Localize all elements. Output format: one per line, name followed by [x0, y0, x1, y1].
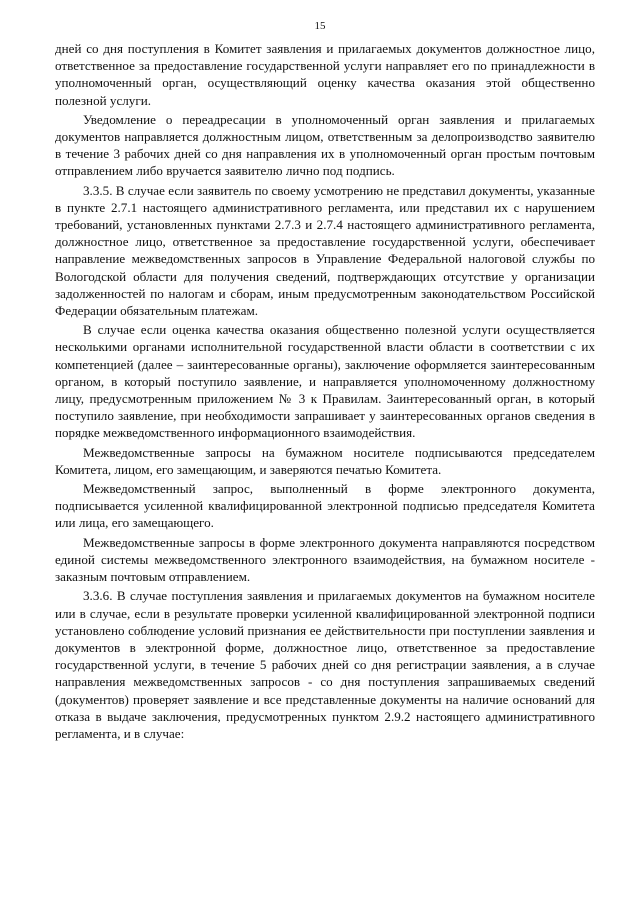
paragraph-redirect-notice: Уведомление о переадресации в уполномоченный орган заявления и прилагаемых документов направляется должностным лицом, ответственным за делопроизводство заявителю в течение 3 рабочих дней со дня направления их в уполномоченный орган простым почтовым отправлением либо вручается заявителю лично под подпись. — [55, 111, 595, 179]
document-body — [55, 40, 595, 744]
paragraph-interested-bodies: В случае если оценка качества оказания общественно полезной услуги осуществляется несколькими органами исполнительной государственной власти области в соответствии с их компетенцией (далее – заинтересованные органы), заключение оформляется заинтересованным органом, в который поступило заявление, и направляется уполномоченному должностному лицу, предусмотренным приложением № 3 к Правилам. Заинтересованный орган, в который поступило заявление, при необходимости запрашивает у заинтересованных органов сведения в порядке межведомственного информационного взаимодействия. — [55, 322, 595, 441]
paragraph-electronic-requests-delivery: Межведомственные запросы в форме электронного документа направляются посредством единой системы межведомственного электронного взаимодействия, на бумажном носителе - заказным почтовым отправлением. — [55, 534, 595, 585]
paragraph-continuation: дней со дня поступления в Комитет заявления и прилагаемых документов должностное лицо, ответственное за предоставление государственной услуги направляет его по принадлежности в уполномоченный орган, осуществляющий оценку качества оказания этой общественно полезной услуги. — [55, 41, 595, 108]
page-number: 15 — [314, 20, 326, 32]
paragraph-3-3-5: 3.3.5. В случае если заявитель по своему усмотрению не представил документы, указанные в пункте 2.7.1 настоящего административного регламента, или представил их с нарушением требований, установленных пунктами 2.7.3 и 2.7.4 настоящего административного регламента, должностное лицо, ответственное за предоставление государственной услуги, обеспечивает направление межведомственных запросов в Управление Федеральной налоговой службы по Вологодской области для получения сведений, подтверждающих отсутствие у организации задолженностей по налогам и сборам, иным предусмотренным законодательством Российской Федерации обязательным платежам. — [55, 182, 595, 319]
paragraph-3-3-6: 3.3.6. В случае поступления заявления и прилагаемых документов на бумажном носителе или в случае, если в результате проверки усиленной квалифицированной электронной подписи установлено соблюдение условий признания ее действительности при поступлении заявления и документов в электронной форме, должностное лицо, ответственное за предоставление государственной услуги, в течение 5 рабочих дней со дня регистрации заявления, а в случае направления межведомственных запросов - со дня поступления запрашиваемых сведений (документов) проверяет заявление и все представленные документы на наличие оснований для отказа в выдаче заключения, предусмотренных пунктом 2.9.2 настоящего административного регламента, и в случае: — [55, 588, 595, 741]
paragraph-paper-requests: Межведомственные запросы на бумажном носителе подписываются председателем Комитета, лицом, его замещающим, и заверяются печатью Комитета. — [55, 444, 595, 477]
paragraph-electronic-request-signature: Межведомственный запрос, выполненный в форме электронного документа, подписывается усиленной квалифицированной электронной подписью председателя Комитета или лица, его замещающего. — [55, 481, 595, 531]
